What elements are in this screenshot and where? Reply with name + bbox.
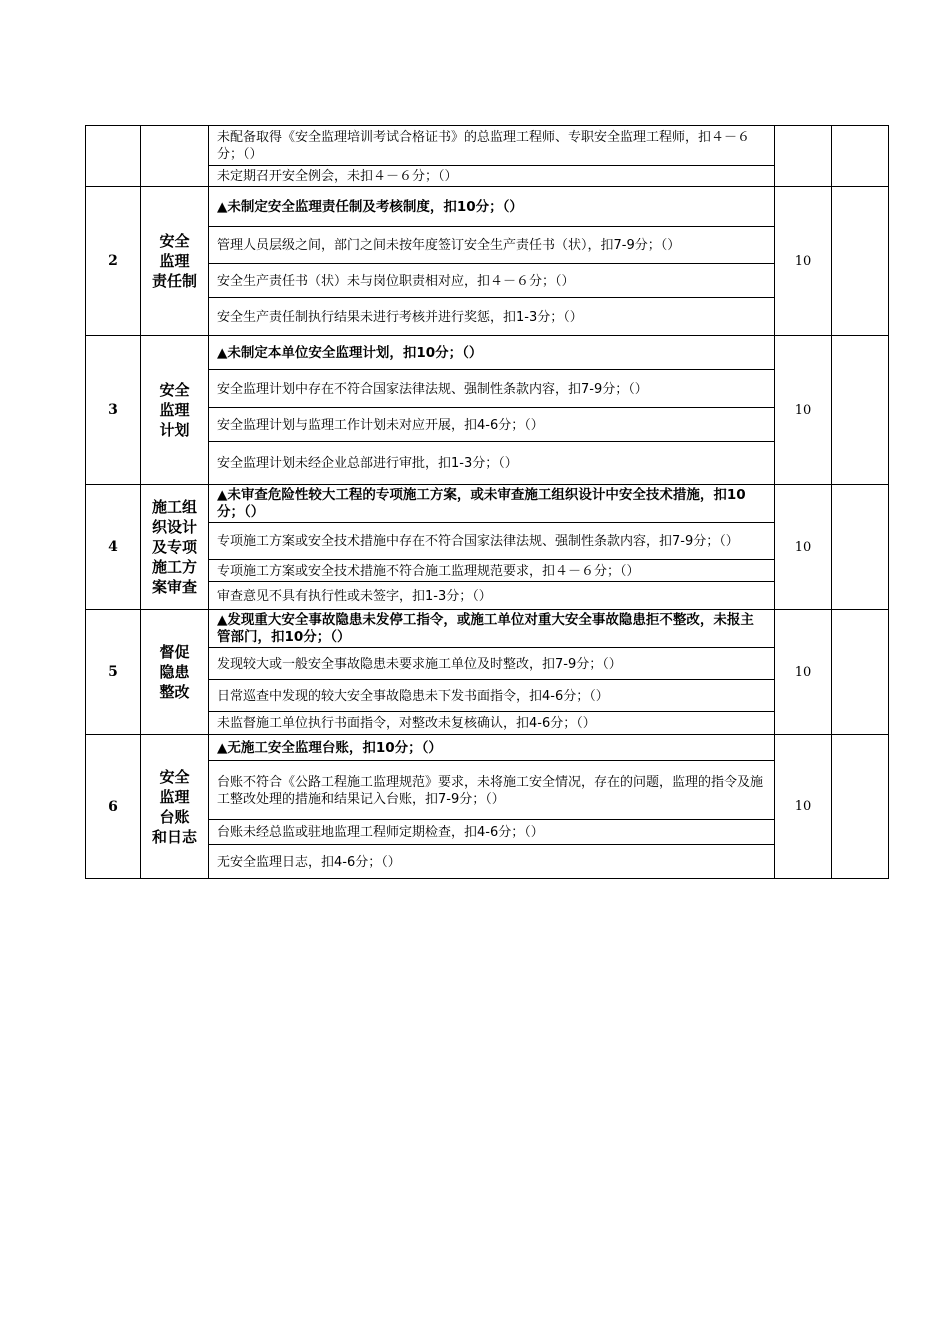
standard-score: 10 <box>775 187 832 336</box>
standard-score <box>775 126 832 187</box>
key-criterion: ▲未制定本单位安全监理计划，扣10分；（） <box>209 336 774 370</box>
criterion: 日常巡查中发现的较大安全事故隐患未下发书面指令，扣4-6分；（） <box>209 680 774 712</box>
table-row <box>86 485 889 610</box>
criterion: 未配备取得《安全监理培训考试合格证书》的总监理工程师、专职安全监理工程师，扣４－６分；（） <box>209 126 774 166</box>
inspection-item-line: 织设计 <box>151 518 197 536</box>
key-criterion: ▲无施工安全监理台账，扣10分；（） <box>209 735 774 761</box>
row-number: 6 <box>86 735 141 879</box>
safety-supervision-table <box>85 125 889 879</box>
key-criterion: ▲未审查危险性较大工程的专项施工方案，或未审查施工组织设计中安全技术措施，扣10分；（） <box>209 485 774 523</box>
key-criterion: ▲未制定安全监理责任制及考核制度，扣10分；（） <box>209 187 774 227</box>
standard-score: 10 <box>775 485 832 610</box>
criterion: 专项施工方案或安全技术措施不符合施工监理规范要求，扣４－６分；（） <box>209 560 774 582</box>
actual-score-cell[interactable] <box>832 126 889 187</box>
inspection-item-line: 监理 <box>159 401 190 419</box>
row-number: 4 <box>86 485 141 610</box>
table-body <box>86 126 889 879</box>
row-number <box>86 126 141 187</box>
inspection-item-line: 督促 <box>159 643 190 661</box>
table-row <box>86 126 889 187</box>
criterion: 专项施工方案或安全技术措施中存在不符合国家法律法规、强制性条款内容，扣7-9分；（） <box>209 523 774 560</box>
inspection-item-line: 安全 <box>159 232 190 250</box>
table-row <box>86 610 889 735</box>
actual-score-cell[interactable] <box>832 485 889 610</box>
inspection-item-line: 整改 <box>159 683 190 701</box>
criterion: 管理人员层级之间，部门之间未按年度签订安全生产责任书（状），扣7-9分；（） <box>209 227 774 264</box>
criterion: 台账不符合《公路工程施工监理规范》要求，未将施工安全情况，存在的问题，监理的指令及施工整改处理的措施和结果记入台账，扣7-9分；（） <box>209 761 774 820</box>
table-row <box>86 187 889 336</box>
standard-score: 10 <box>775 336 832 485</box>
criterion: 安全监理计划中存在不符合国家法律法规、强制性条款内容，扣7-9分；（） <box>209 370 774 408</box>
inspection-item-line: 安全 <box>159 381 190 399</box>
inspection-item-line: 台账 <box>159 807 190 826</box>
criterion: 发现较大或一般安全事故隐患未要求施工单位及时整改，扣7-9分；（） <box>209 648 774 680</box>
table-row <box>86 336 889 485</box>
actual-score-cell[interactable] <box>832 610 889 735</box>
inspection-item-line: 计划 <box>159 421 190 439</box>
row-number: 2 <box>86 187 141 336</box>
criterion: 安全生产责任制执行结果未进行考核并进行奖惩，扣1-3分；（） <box>217 309 583 325</box>
criterion: 未监督施工单位执行书面指令，对整改未复核确认，扣4-6分；（） <box>217 716 596 731</box>
deduction-criteria <box>209 485 775 610</box>
criterion: 审查意见不具有执行性或未签字，扣1-3分；（） <box>217 588 492 604</box>
criterion: 安全监理计划未经企业总部进行审批，扣1-3分；（） <box>217 456 518 471</box>
inspection-item-line: 施工组 <box>151 498 197 516</box>
criterion: 无安全监理日志，扣4-6分；（） <box>217 854 401 870</box>
inspection-item <box>141 610 209 735</box>
deduction-criteria <box>209 126 775 187</box>
inspection-item <box>141 187 209 336</box>
inspection-item <box>141 126 209 187</box>
actual-score-cell[interactable] <box>832 735 889 879</box>
inspection-item-line: 隐患 <box>159 663 190 681</box>
criterion: 台账未经总监或驻地监理工程师定期检查，扣4-6分；（） <box>209 820 774 845</box>
actual-score-cell[interactable] <box>832 336 889 485</box>
actual-score-cell[interactable] <box>832 187 889 336</box>
standard-score: 10 <box>775 735 832 879</box>
standard-score: 10 <box>775 610 832 735</box>
inspection-item-line: 和日志 <box>151 827 197 846</box>
inspection-item-line: 施工方 <box>151 558 197 576</box>
deduction-criteria <box>209 336 775 485</box>
inspection-item-line: 安全 <box>159 767 190 786</box>
inspection-item-line: 案审查 <box>151 578 197 596</box>
row-number: 5 <box>86 610 141 735</box>
inspection-item <box>141 735 209 879</box>
inspection-item-line: 责任制 <box>151 272 197 290</box>
inspection-item-line: 监理 <box>159 787 190 806</box>
criterion: 未定期召开安全例会，未扣４－６分；（） <box>217 169 458 184</box>
row-number: 3 <box>86 336 141 485</box>
table-row <box>86 735 889 879</box>
criterion: 安全监理计划与监理工作计划未对应开展，扣4-6分；（） <box>209 408 774 442</box>
inspection-item-line: 及专项 <box>151 538 197 556</box>
inspection-item-line: 监理 <box>159 252 190 270</box>
inspection-item <box>141 336 209 485</box>
inspection-item <box>141 485 209 610</box>
deduction-criteria <box>209 735 775 879</box>
criterion: 安全生产责任书（状）未与岗位职责相对应，扣４－６分；（） <box>209 264 774 298</box>
deduction-criteria <box>209 610 775 735</box>
key-criterion: ▲发现重大安全事故隐患未发停工指令，或施工单位对重大安全事故隐患拒不整改，未报主管部门，扣10分；（） <box>209 610 774 648</box>
deduction-criteria <box>209 187 775 336</box>
